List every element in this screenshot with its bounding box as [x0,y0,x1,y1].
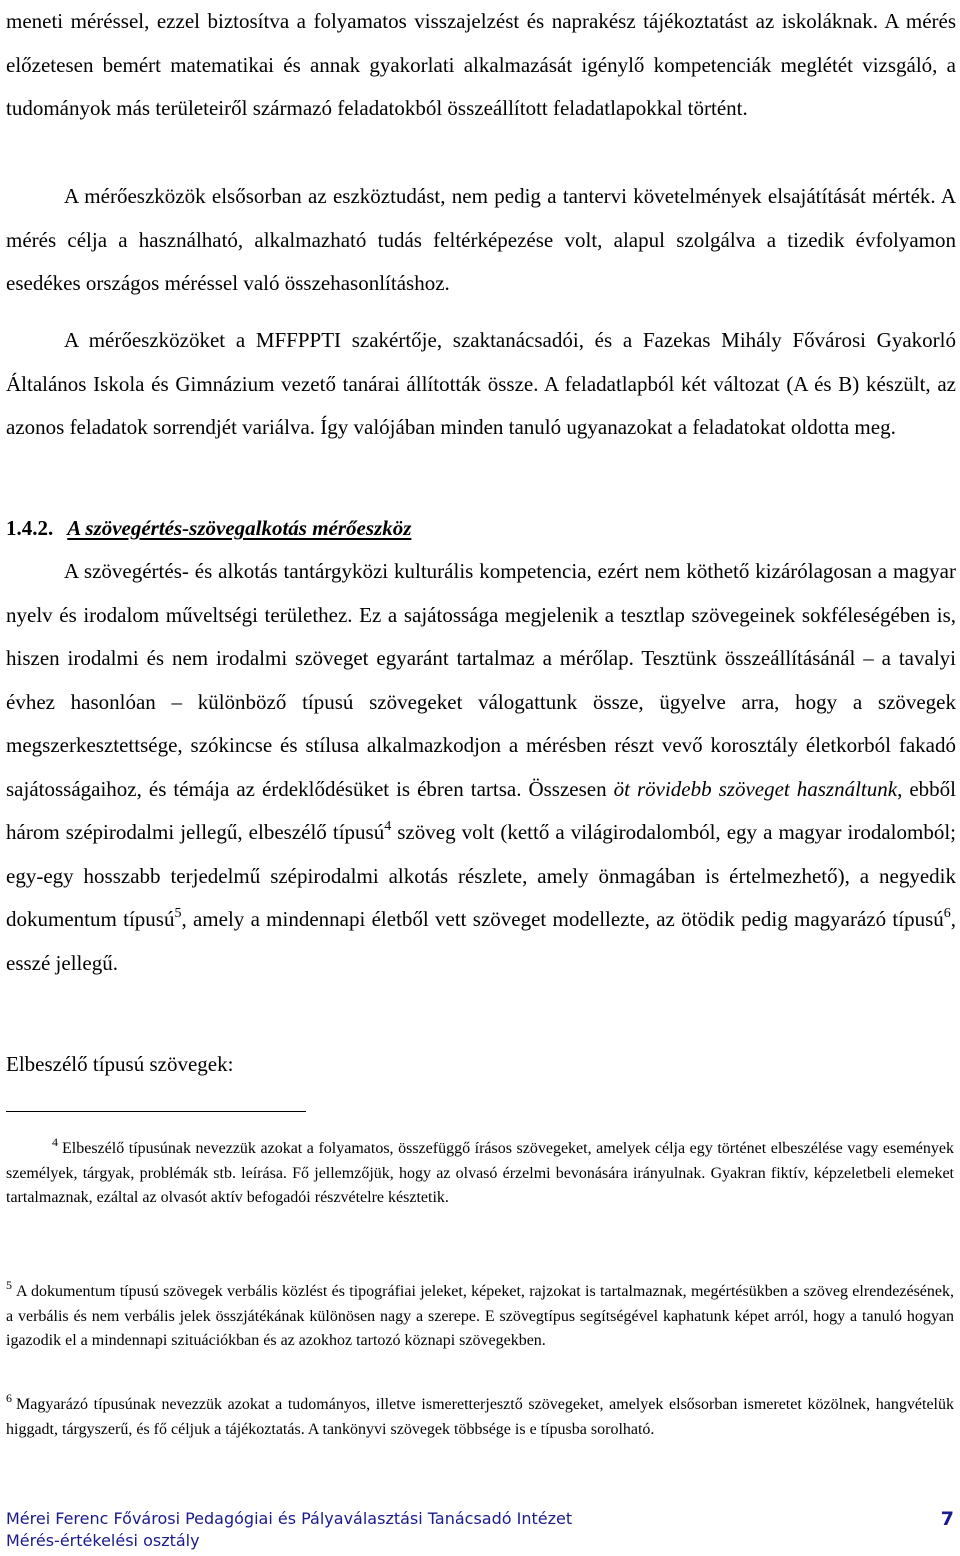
footnote-4 [6,1137,954,1211]
section-text-part5: , esszé jellegű. [6,907,956,975]
footnote-mark: 6 [6,1391,12,1405]
footnote-separator [6,1111,306,1112]
section-text-part2: , ebből három szépirodalmi jellegű, elbeszélő típusú [6,776,957,844]
section-heading [6,507,956,550]
footer-department: Mérés-értékelési osztály [6,1531,200,1550]
subheading-narrative-texts: Elbeszélő típusú szövegek: [6,1052,234,1076]
section-title: A szövegértés-szövegalkotás mérőeszköz [67,516,412,540]
page-number: 7 [940,1508,954,1530]
intro-paragraph-3: A mérőeszközöket a MFFPPTI szakértője, szaktanácsadói, és a Fazekas Mihály Fővárosi Gyakorló Általános Iskola és Gimnázium vezető tanárai állították össze. A feladatlapból két változat (A és B) készült, az azonos feladatok sorrendjét variálva. Így valójában minden tanuló ugyanazokat a feladatokat oldotta meg. [6,328,956,439]
footnote-5 [6,1280,954,1354]
footnote-ref-6[interactable]: 6 [943,906,951,921]
footnote-text: Elbeszélő típusúnak nevezzük azokat a folyamatos, összefüggő írásos szövegeket, amelyek célja egy történet elbeszélése vagy események személyek, tárgyak, problémák stb. leírása. Fő jellemzőjük, hogy az olvasó érzelmi bevonására irányulnak. Gyakran fiktív, képzeletbeli elemeket tartalmaznak, ezáltal az olvasót aktív befogadói részvételre késztetik. [6,1140,954,1206]
footnote-6 [6,1393,954,1442]
intro-paragraph-2: A mérőeszközök elsősorban az eszköztudást, nem pedig a tantervi követelmények elsajátítását mérték. A mérés célja a használható, alkalmazható tudás feltérképezése volt, alapul szolgálva a tizedik évfolyamon esedékes országos méréssel való összehasonlításhoz. [6,184,956,295]
footnote-text: Magyarázó típusúnak nevezzük azokat a tudományos, illetve ismeretterjesztő szövegeket, amelyek elsősorban ismeretet közölnek, hangvételük higgadt, tárgyszerű, és fő céljuk a tájékoztatás. A tankönyvi szövegek többsége is e típusba sorolható. [6,1396,954,1438]
footer-institution: Mérei Ferenc Fővárosi Pedagógiai és Pályaválasztási Tanácsadó Intézet [6,1509,573,1528]
section-text-part4: , amely a mindennapi életből vett szöveget modellezte, az ötödik pedig magyarázó típusú [181,907,944,931]
section-text-part3: szöveg volt (kettő a világirodalomból, egy a magyar irodalomból; egy-egy hosszabb terjedelmű szépirodalmi alkotás részlete, amely önmagában is értelmezhető), a negyedik dokumentum típusú [6,820,956,931]
page-footer [6,1508,956,1552]
intro-paragraph-1: meneti méréssel, ezzel biztosítva a folyamatos visszajelzést és naprakész tájékoztatást az iskoláknak. A mérés előzetesen bemért matematikai és annak gyakorlati alkalmazását igénylő kompetenciák meglétét vizsgáló, a tudományok más területeiről származó feladatokból összeállított feladatlapokkal történt. [6,9,956,120]
footnote-ref-4[interactable]: 4 [384,819,392,834]
footnote-mark: 5 [6,1278,12,1292]
footnote-ref-5[interactable]: 5 [174,906,182,921]
section-number: 1.4.2. [6,516,54,540]
section-text-emphasis: öt rövidebb szöveget használtunk [613,776,898,801]
section-text-part1: A szövegértés- és alkotás tantárgyközi kulturális kompetencia, ezért nem köthető kizárólagosan a magyar nyelv és irodalom műveltségi területhez. Ez a sajátossága megjelenik a tesztlap szövegeinek sokféleségében is, hiszen irodalmi és nem irodalmi szöveget egyaránt tartalmaz a mérőlap. Tesztünk összeállításánál – a tavalyi évhez hasonlóan – különböző típusú szövegeket válogattunk össze, ügyelve arra, hogy a szövegek megszerkesztettsége, szókincse és stílusa alkalmazkodjon a mérésben részt vevő korosztály életkorból fakadó sajátosságaihoz, és témája az érdeklődésüket is ébren tartsa. Összesen [6,559,956,801]
footnote-text: A dokumentum típusú szövegek verbális közlést és tipográfiai jeleket, képeket, rajzokat is tartalmaznak, megértésükben a szöveg elrendezésének, a verbális és nem verbális jelek összjátékának különösen nagy a szerepe. E szövegtípus segítségével kaphatunk képet arról, hogy a tanuló hogyan igazodik el a mindennapi szituációkban és az azokhoz tartozó köznapi szövegekben. [6,1283,954,1349]
footnote-mark: 4 [52,1135,58,1149]
section-paragraph [6,550,956,985]
